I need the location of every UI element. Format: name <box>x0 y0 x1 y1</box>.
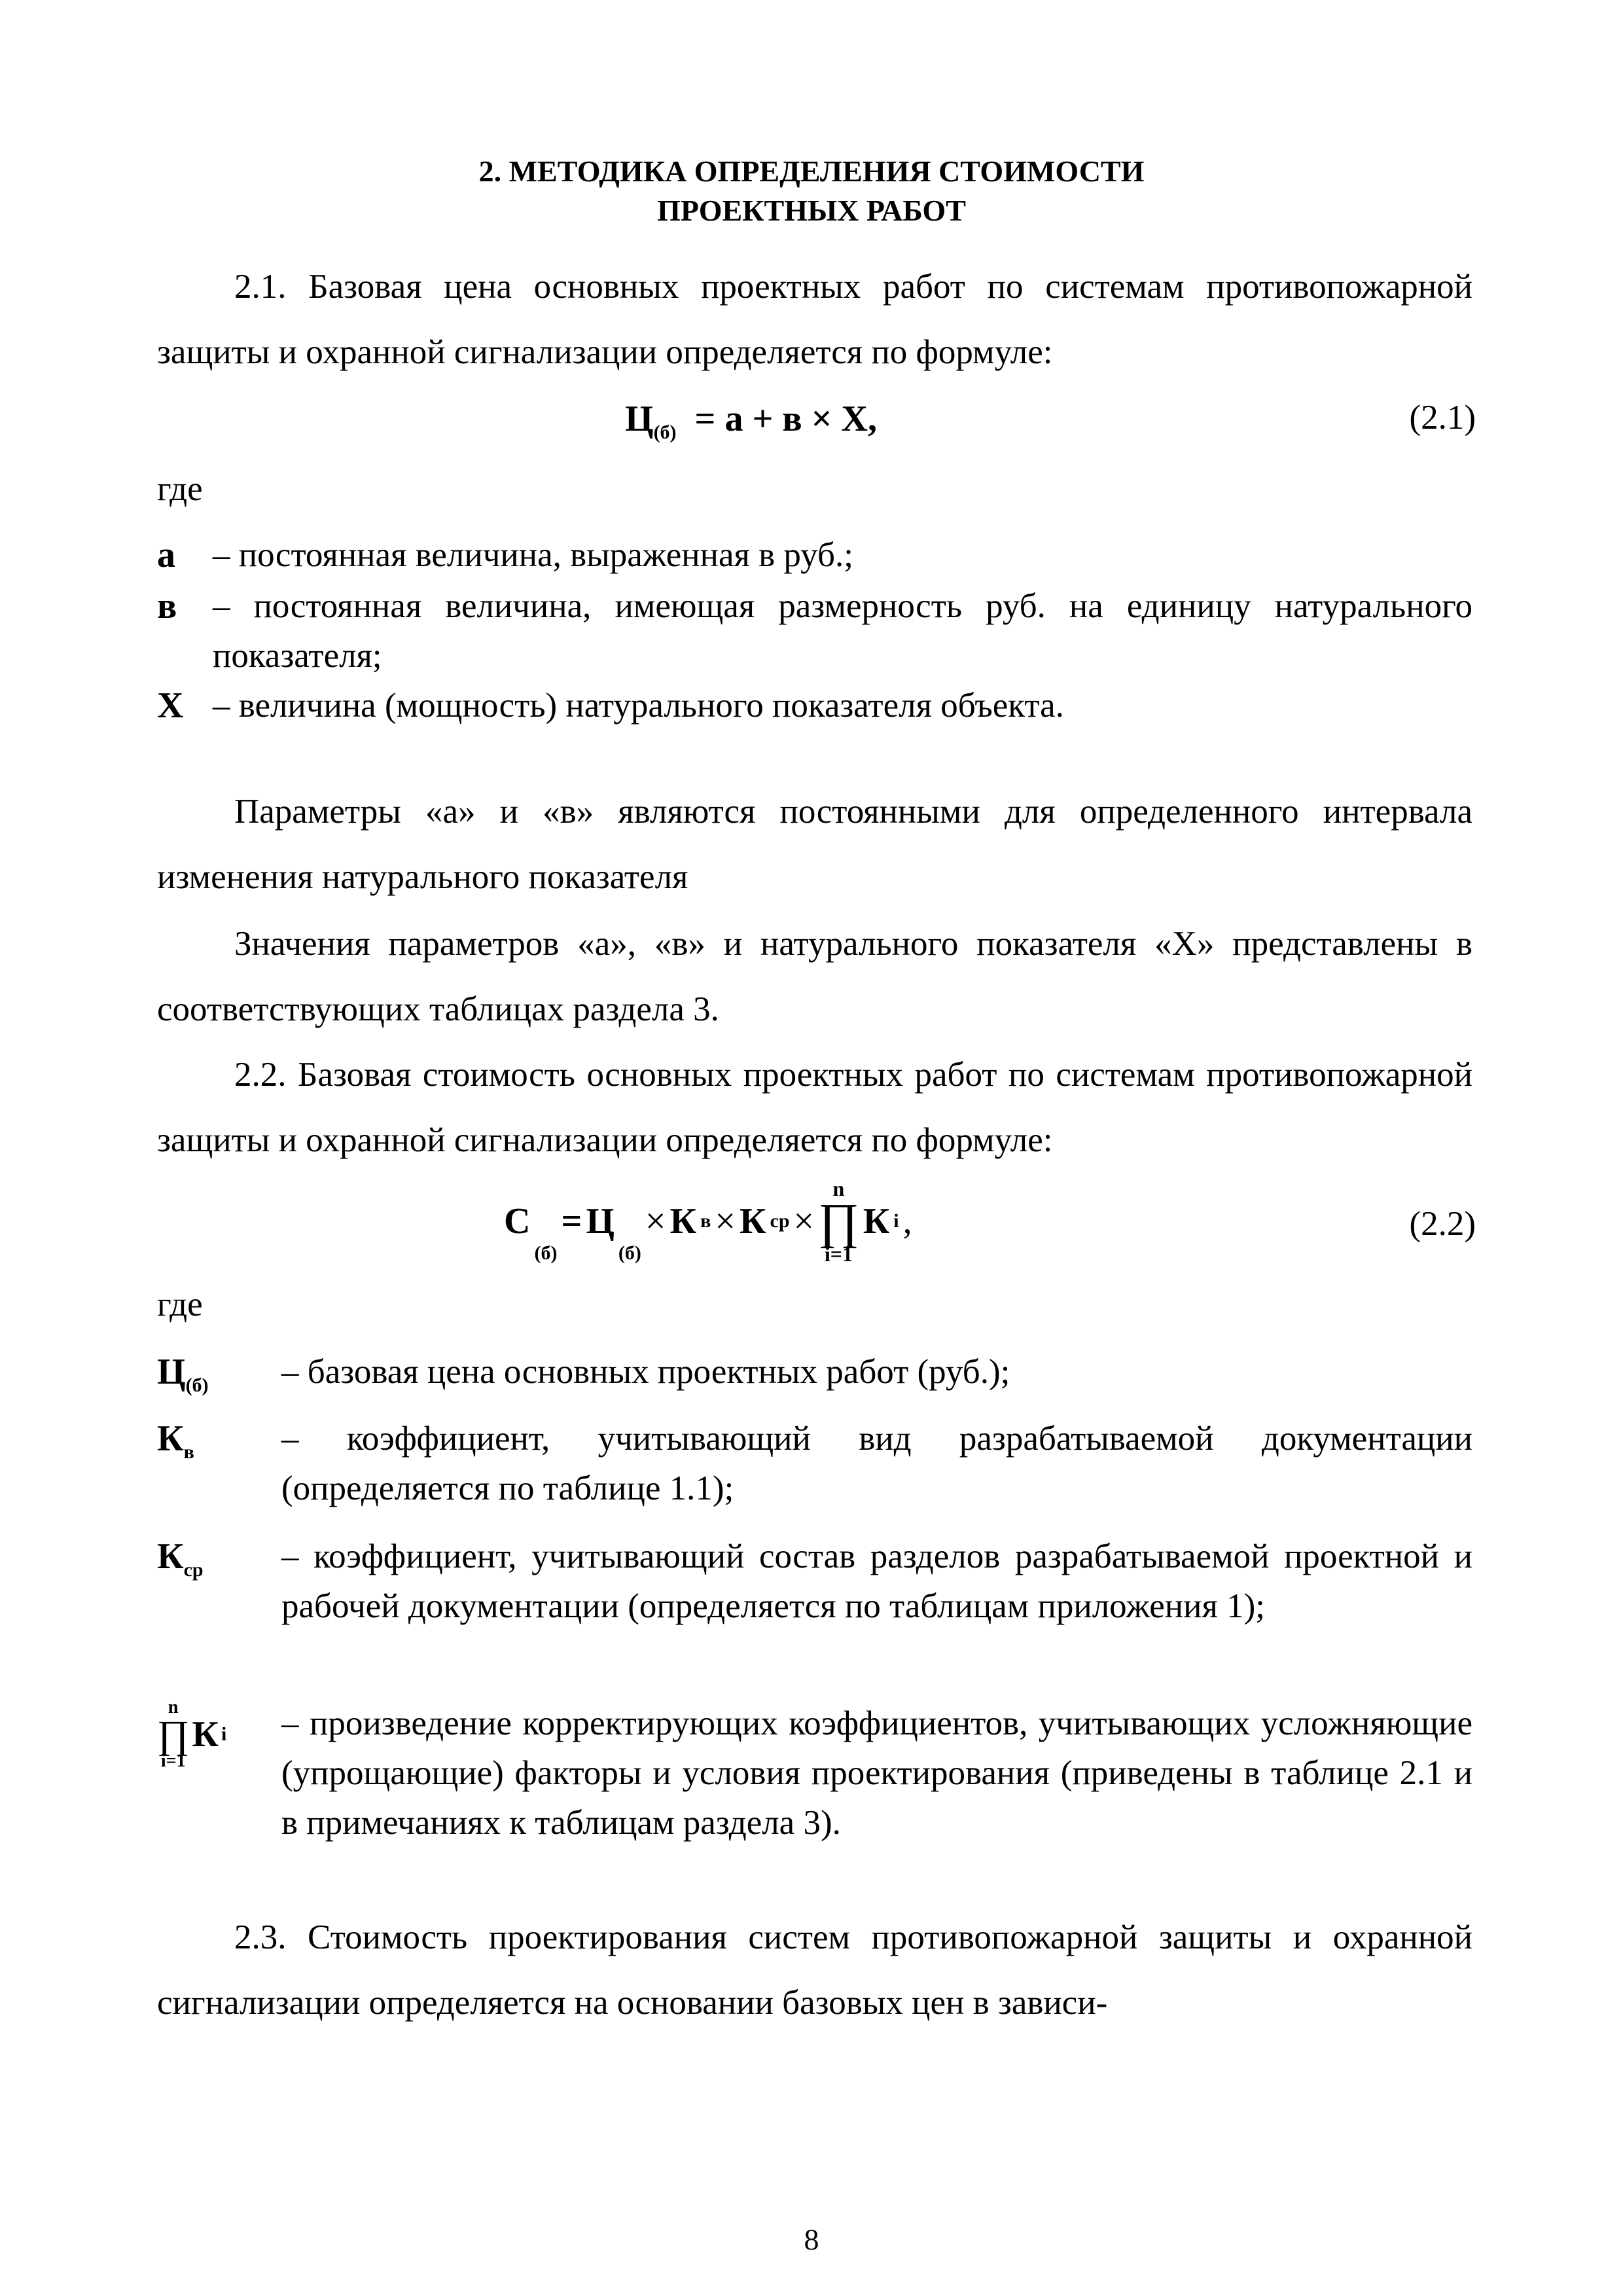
section-title-line-2: ПРОЕКТНЫХ РАБОТ <box>657 194 966 227</box>
paragraph-values <box>157 911 1472 1042</box>
formula-2-1-number: (2.1) <box>1409 399 1476 437</box>
definition-a-symbol: а <box>157 535 175 575</box>
definition-base-price-text: – базовая цена основных проектных работ (руб.); <box>281 1353 1010 1391</box>
formula-2-1 <box>625 398 877 444</box>
definition-v-symbol: в <box>157 586 177 626</box>
definition-product-symbol-icon: ∏ <box>157 1713 190 1756</box>
formula-2-2-ki-sub: i <box>893 1210 899 1232</box>
definition-ksr-symbol <box>157 1532 204 1595</box>
product-symbol-icon: ∏ <box>818 1194 859 1249</box>
definition-kv-symbol-sub: в <box>183 1441 194 1463</box>
where-label-1: где <box>157 470 203 508</box>
definition-product-symbol <box>157 1698 226 1770</box>
definition-kv-text: – коэффициент, учитывающий вид разрабатываемой документации (определяется по таблице 1.1); <box>281 1420 1472 1507</box>
definition-product-k-sub: i <box>221 1723 227 1745</box>
formula-2-2-tail: , <box>902 1201 912 1242</box>
paragraph-2-3 <box>157 1905 1472 2036</box>
formula-2-2-number: (2.2) <box>1409 1205 1476 1243</box>
definition-base-price-symbol-main: Ц <box>157 1352 186 1392</box>
definition-kv-symbol <box>157 1414 194 1477</box>
formula-2-2-kv-sub: в <box>700 1210 711 1232</box>
formula-2-2-c: С <box>504 1201 531 1242</box>
definition-base-price-symbol <box>157 1347 209 1410</box>
product-upper-limit: n <box>832 1177 845 1200</box>
formula-2-2-kv: К <box>669 1201 697 1242</box>
formula-2-2-times-3: × <box>793 1201 815 1242</box>
definition-base-price-symbol-sub: (б) <box>185 1374 209 1397</box>
section-title-line-1: 2. МЕТОДИКА ОПРЕДЕЛЕНИЯ СТОИМОСТИ <box>478 154 1145 188</box>
formula-2-2-times-1: × <box>645 1201 666 1242</box>
formula-2-2-ksr: К <box>739 1201 766 1242</box>
paragraph-2-1-text: 2.1. Базовая цена основных проектных работ по системам противопожарной защиты и охранной сигнализации определяется по формуле: <box>157 268 1472 371</box>
formula-2-2-c-sub: (б) <box>534 1242 558 1265</box>
definition-a-text: – постоянная величина, выраженная в руб.; <box>213 536 853 574</box>
definition-v-text: – постоянная величина, имеющая размерность руб. на единицу натурального показателя; <box>213 587 1472 675</box>
definition-kv-symbol-main: К <box>157 1418 184 1459</box>
definition-product-k: К <box>192 1714 219 1755</box>
definition-product-upper-limit: n <box>168 1697 179 1717</box>
formula-2-2 <box>504 1178 912 1265</box>
paragraph-2-2-text: 2.2. Базовая стоимость основных проектных работ по системам противопожарной защиты и охранной сигнализации определяется по формуле: <box>157 1056 1472 1159</box>
paragraph-2-1 <box>157 254 1472 385</box>
formula-2-2-ksr-sub: ср <box>770 1210 790 1232</box>
formula-2-2-ts-sub: (б) <box>618 1242 641 1265</box>
definition-ksr-symbol-sub: ср <box>183 1559 204 1581</box>
page-number: 8 <box>804 2223 819 2256</box>
where-label-2: где <box>157 1285 203 1323</box>
definition-ksr-text: – коэффициент, учитывающий состав разделов разрабатываемой проектной и рабочей документации (определяется по таблицам приложения 1); <box>281 1537 1472 1625</box>
definition-ksr-symbol-main: К <box>157 1536 184 1577</box>
formula-2-1-lhs-sub: (б) <box>653 422 677 444</box>
formula-2-2-ts: Ц <box>586 1201 615 1242</box>
paragraph-values-text: Значения параметров «а», «в» и натурального показателя «Х» представлены в соответствующих таблицах раздела 3. <box>157 925 1472 1028</box>
formula-2-1-rhs: = а + в × Х, <box>694 399 877 439</box>
product-operator <box>818 1178 859 1265</box>
formula-2-2-times-2: × <box>715 1201 736 1242</box>
paragraph-params-text: Параметры «а» и «в» являются постоянными для определенного интервала изменения натурального показателя <box>157 793 1472 896</box>
paragraph-params <box>157 779 1472 910</box>
formula-2-2-ki: К <box>863 1201 890 1242</box>
definition-product-operator <box>157 1698 189 1770</box>
definition-x-text: – величина (мощность) натурального показателя объекта. <box>213 687 1064 725</box>
formula-2-1-lhs: Ц <box>625 399 654 439</box>
definition-product-text: – произведение корректирующих коэффициентов, учитывающих усложняющие (упрощающие) факторы и условия проектирования (приведены в таблице 2.1 и в примечаниях к таблицам раздела 3). <box>281 1704 1472 1842</box>
definition-x-symbol: Х <box>157 685 184 726</box>
formula-2-2-eq: = <box>561 1201 582 1242</box>
paragraph-2-3-text: 2.3. Стоимость проектирования систем противопожарной защиты и охранной сигнализации определяется на основании базовых цен в зависи- <box>157 1918 1472 2022</box>
definition-product-lower-limit: i=1 <box>160 1751 186 1771</box>
product-lower-limit: i=1 <box>824 1242 853 1266</box>
paragraph-2-2 <box>157 1042 1472 1173</box>
